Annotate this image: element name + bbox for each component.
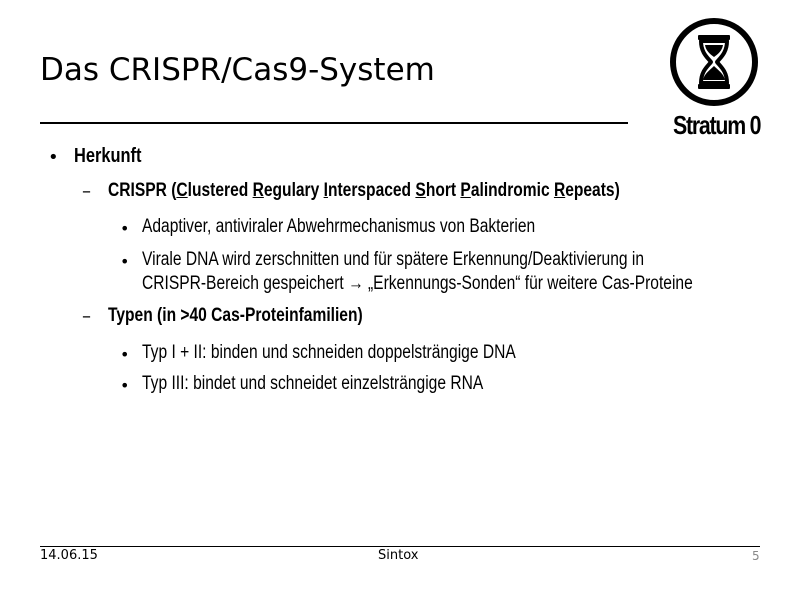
bullet-typen-label: Typen (in >40 Cas-Proteinfamilien): [108, 305, 363, 326]
hourglass-icon: [668, 16, 760, 108]
bullet-marker: •: [120, 252, 130, 271]
bullet-typ-3: [142, 373, 558, 395]
footer-divider: [40, 546, 760, 547]
bullet-marker: •: [120, 219, 130, 238]
bullet-marker: •: [48, 147, 59, 168]
slide-title: Das CRISPR/Cas9-System: [40, 52, 435, 88]
bullet-virale-line1-label: Virale DNA wird zerschnitten und für spätere Erkennung/Deaktivierung in: [142, 249, 645, 270]
bullet-crispr: [108, 180, 732, 202]
title-divider: [40, 122, 628, 124]
bullet-herkunft-label: Herkunft: [74, 145, 142, 167]
bullet-typ-1-2: [142, 342, 598, 364]
stratum0-logo: [664, 16, 764, 138]
footer-date: 14.06.15: [40, 548, 98, 563]
page-number: 5: [752, 549, 760, 563]
bullet-marker: •: [120, 376, 130, 395]
bullet-adaptiver: [142, 216, 621, 238]
bullet-crispr-label: CRISPR (Clustered Regulary Interspaced Short Palindromic Repeats): [108, 180, 620, 201]
bullet-typ-1-2-label: Typ I + II: binden und schneiden doppelsträngige DNA: [142, 342, 516, 363]
logo-wordmark: Stratum 0: [673, 110, 761, 140]
bullet-adaptiver-label: Adaptiver, antiviraler Abwehrmechanismus von Bakterien: [142, 216, 536, 237]
bullet-virale-line2: [142, 273, 800, 295]
footer-author: Sintox: [378, 548, 419, 563]
bullet-virale-line2-label: CRISPR-Bereich gespeichert → „Erkennungs-Sonden“ für weitere Cas-Proteine: [142, 273, 693, 294]
bullet-marker: •: [120, 345, 130, 364]
dash-marker: –: [82, 306, 91, 327]
bullet-herkunft: [74, 145, 156, 168]
bullet-typ-3-label: Typ III: bindet und schneidet einzelsträngige RNA: [142, 373, 484, 394]
bullet-virale-line1: [142, 249, 754, 271]
bullet-typen: [108, 305, 419, 327]
dash-marker: –: [82, 181, 91, 202]
